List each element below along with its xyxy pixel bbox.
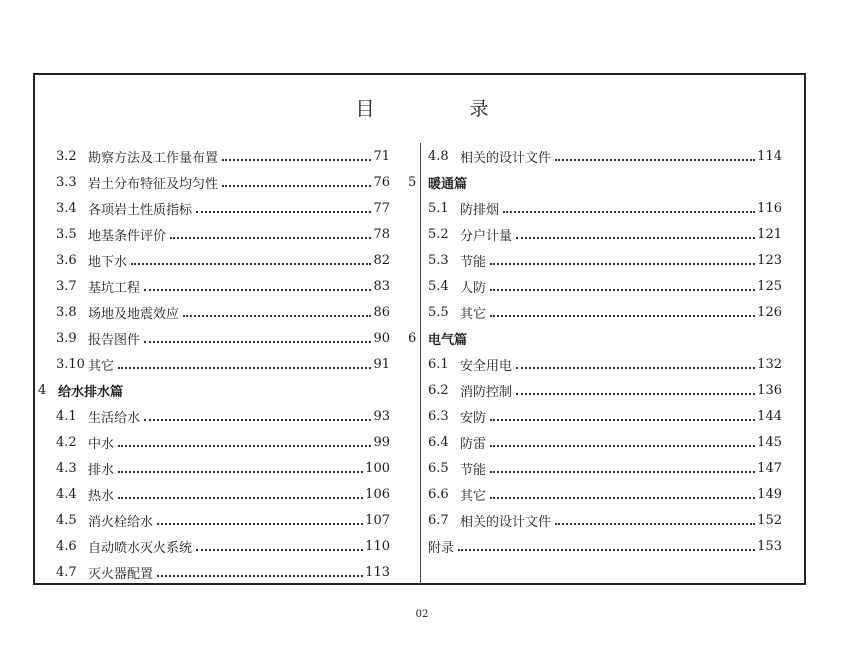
toc-entry-number: 3.2 [56, 148, 77, 164]
toc-leader-dots [118, 367, 371, 369]
toc-entry-page: 110 [365, 538, 390, 554]
toc-entry[interactable] [428, 403, 782, 429]
toc-entry-page: 136 [757, 382, 782, 398]
toc-entry-label: 地基条件评价 [88, 228, 167, 244]
toc-leader-dots [458, 549, 755, 551]
toc-entry-label: 热水 [88, 488, 115, 504]
toc-entry-page: 86 [373, 304, 390, 320]
toc-entry-number: 5.5 [428, 304, 449, 320]
toc-entry-page: 113 [365, 564, 390, 580]
toc-entry-number: 5.3 [428, 252, 449, 268]
toc-entry-label: 安全用电 [460, 358, 513, 374]
toc-leader-dots [490, 315, 755, 317]
toc-leader-dots [144, 289, 371, 291]
toc-entry-number: 3.7 [56, 278, 77, 294]
toc-entry-label: 防雷 [460, 436, 487, 452]
toc-entry-page: 123 [757, 252, 782, 268]
toc-entry-label: 生活给水 [88, 410, 141, 426]
toc-entry[interactable] [428, 377, 782, 403]
toc-right-column [408, 143, 782, 559]
toc-leader-dots [118, 445, 371, 447]
toc-leader-dots [490, 445, 755, 447]
toc-entry-number: 3.9 [56, 330, 77, 346]
toc-chapter-heading[interactable] [408, 169, 782, 195]
toc-leader-dots [516, 393, 755, 395]
toc-leader-dots [555, 523, 755, 525]
toc-entry-page: 100 [365, 460, 390, 476]
toc-entry-page: 125 [757, 278, 782, 294]
toc-entry[interactable] [428, 455, 782, 481]
toc-entry-number: 6.1 [428, 356, 449, 372]
toc-entry-label: 节能 [460, 254, 487, 270]
toc-leader-dots [490, 289, 755, 291]
toc-entry[interactable] [56, 247, 390, 273]
toc-leader-dots [170, 237, 371, 239]
toc-entry-label: 人防 [460, 280, 487, 296]
toc-entry-number: 4.3 [56, 460, 77, 476]
column-divider [420, 143, 421, 585]
toc-entry-number: 6.4 [428, 434, 449, 450]
toc-leader-dots [516, 237, 755, 239]
toc-entry-label: 中水 [88, 436, 115, 452]
toc-entry-page: 83 [373, 278, 390, 294]
toc-entry-label: 其它 [88, 358, 115, 374]
toc-entry-number: 4.8 [428, 148, 449, 164]
toc-entry-number: 3.8 [56, 304, 77, 320]
toc-title: 目 录 [355, 98, 527, 120]
toc-entry-page: 114 [757, 148, 782, 164]
toc-entry-page: 78 [373, 226, 390, 242]
toc-entry-number: 6.7 [428, 512, 449, 528]
toc-leader-dots [131, 263, 371, 265]
toc-entry-page: 149 [757, 486, 782, 502]
toc-leader-dots [144, 419, 371, 421]
toc-entry-number: 5.4 [428, 278, 449, 294]
toc-left-column [38, 143, 390, 585]
toc-entry-label: 相关的设计文件 [460, 514, 552, 530]
toc-entry-number: 6.5 [428, 460, 449, 476]
toc-entry[interactable] [56, 403, 390, 429]
toc-entry-page: 82 [373, 252, 390, 268]
toc-entry-number: 5.2 [428, 226, 449, 242]
toc-entry-label: 相关的设计文件 [460, 150, 552, 166]
toc-entry-page: 99 [373, 434, 390, 450]
toc-entry-page: 116 [757, 200, 782, 216]
toc-entry[interactable] [428, 507, 782, 533]
toc-leader-dots [503, 211, 755, 213]
toc-leader-dots [157, 575, 363, 577]
toc-entry[interactable] [428, 273, 782, 299]
toc-entry-label: 暖通篇 [428, 176, 468, 192]
toc-entry-number: 3.3 [56, 174, 77, 190]
toc-entry-page: 132 [757, 356, 782, 372]
toc-entry-page: 90 [373, 330, 390, 346]
toc-entry-label: 勘察方法及工作量布置 [88, 150, 219, 166]
toc-entry[interactable] [428, 247, 782, 273]
toc-entry-number: 4.4 [56, 486, 77, 502]
toc-entry-page: 107 [365, 512, 390, 528]
toc-entry-number: 6 [408, 330, 417, 346]
toc-entry-label: 场地及地震效应 [88, 306, 180, 322]
toc-entry-page: 76 [373, 174, 390, 190]
toc-entry-label: 安防 [460, 410, 487, 426]
toc-entry-label: 消火栓给水 [88, 514, 154, 530]
toc-entry-label: 给水排水篇 [58, 384, 124, 400]
toc-leader-dots [196, 211, 371, 213]
toc-entry-number: 6.3 [428, 408, 449, 424]
toc-entry[interactable] [56, 195, 390, 221]
toc-entry[interactable] [56, 351, 390, 377]
toc-entry-number: 3.4 [56, 200, 77, 216]
toc-entry-label: 岩土分布特征及均匀性 [88, 176, 219, 192]
toc-entry-page: 144 [757, 408, 782, 424]
toc-entry-label: 自动喷水灭火系统 [88, 540, 193, 556]
toc-entry-page: 77 [373, 200, 390, 216]
toc-entry-number: 4.6 [56, 538, 77, 554]
toc-entry-label: 基坑工程 [88, 280, 141, 296]
toc-entry-page: 152 [757, 512, 782, 528]
toc-entry[interactable] [56, 299, 390, 325]
toc-entry-number: 6.6 [428, 486, 449, 502]
toc-leader-dots [222, 185, 371, 187]
toc-entry-page: 106 [365, 486, 390, 502]
toc-entry-label: 节能 [460, 462, 487, 478]
toc-entry[interactable] [56, 481, 390, 507]
toc-entry[interactable] [428, 195, 782, 221]
toc-entry[interactable] [56, 169, 390, 195]
toc-entry[interactable] [56, 455, 390, 481]
toc-entry[interactable] [428, 351, 782, 377]
toc-leader-dots [196, 549, 363, 551]
toc-chapter-heading[interactable] [408, 325, 782, 351]
toc-entry-number: 5.1 [428, 200, 449, 216]
page-number: 02 [415, 609, 429, 620]
toc-leader-dots [157, 523, 363, 525]
toc-leader-dots [490, 497, 755, 499]
toc-entry-number: 4.1 [56, 408, 77, 424]
toc-entry-page: 71 [373, 148, 390, 164]
toc-chapter-heading[interactable] [38, 377, 390, 403]
toc-entry-label: 其它 [460, 306, 487, 322]
toc-leader-dots [222, 159, 371, 161]
toc-leader-dots [490, 471, 755, 473]
toc-entry-label: 消防控制 [460, 384, 513, 400]
toc-entry[interactable] [428, 221, 782, 247]
toc-entry-number: 3.5 [56, 226, 77, 242]
toc-entry-number: 3.10 [56, 356, 85, 372]
toc-entry-label: 各项岩土性质指标 [88, 202, 193, 218]
toc-entry[interactable] [56, 429, 390, 455]
toc-entry-number: 4.7 [56, 564, 77, 580]
toc-entry-number: 4 [38, 382, 47, 398]
toc-entry-page: 121 [757, 226, 782, 242]
toc-entry-label: 灭火器配置 [88, 566, 154, 582]
toc-leader-dots [144, 341, 371, 343]
toc-entry-label: 附录 [428, 540, 455, 556]
toc-entry-label: 其它 [460, 488, 487, 504]
toc-entry[interactable] [56, 533, 390, 559]
toc-leader-dots [118, 497, 363, 499]
toc-entry[interactable] [56, 559, 390, 585]
toc-entry-number: 4.5 [56, 512, 77, 528]
toc-leader-dots [490, 419, 755, 421]
toc-entry-page: 93 [373, 408, 390, 424]
toc-entry-label: 地下水 [88, 254, 128, 270]
toc-entry-label: 电气篇 [428, 332, 468, 348]
toc-entry-page: 91 [373, 356, 390, 372]
toc-entry-number: 4.2 [56, 434, 77, 450]
toc-leader-dots [555, 159, 755, 161]
toc-entry-number: 3.6 [56, 252, 77, 268]
toc-entry-page: 153 [757, 538, 782, 554]
toc-leader-dots [490, 263, 755, 265]
toc-entry-page: 145 [757, 434, 782, 450]
toc-leader-dots [183, 315, 371, 317]
toc-entry[interactable] [56, 273, 390, 299]
toc-entry-label: 排水 [88, 462, 115, 478]
toc-entry-page: 126 [757, 304, 782, 320]
toc-entry[interactable] [56, 325, 390, 351]
toc-entry-page: 147 [757, 460, 782, 476]
toc-leader-dots [516, 367, 755, 369]
toc-entry-number: 6.2 [428, 382, 449, 398]
toc-entry-label: 报告图件 [88, 332, 141, 348]
toc-entry[interactable] [428, 299, 782, 325]
toc-entry-label: 分户计量 [460, 228, 513, 244]
toc-entry[interactable] [428, 429, 782, 455]
toc-entry[interactable] [56, 221, 390, 247]
toc-entry[interactable] [428, 533, 782, 559]
toc-entry[interactable] [56, 143, 390, 169]
toc-entry-label: 防排烟 [460, 202, 500, 218]
toc-entry[interactable] [428, 481, 782, 507]
toc-entry[interactable] [56, 507, 390, 533]
toc-leader-dots [118, 471, 363, 473]
toc-entry-number: 5 [408, 174, 417, 190]
toc-entry[interactable] [428, 143, 782, 169]
